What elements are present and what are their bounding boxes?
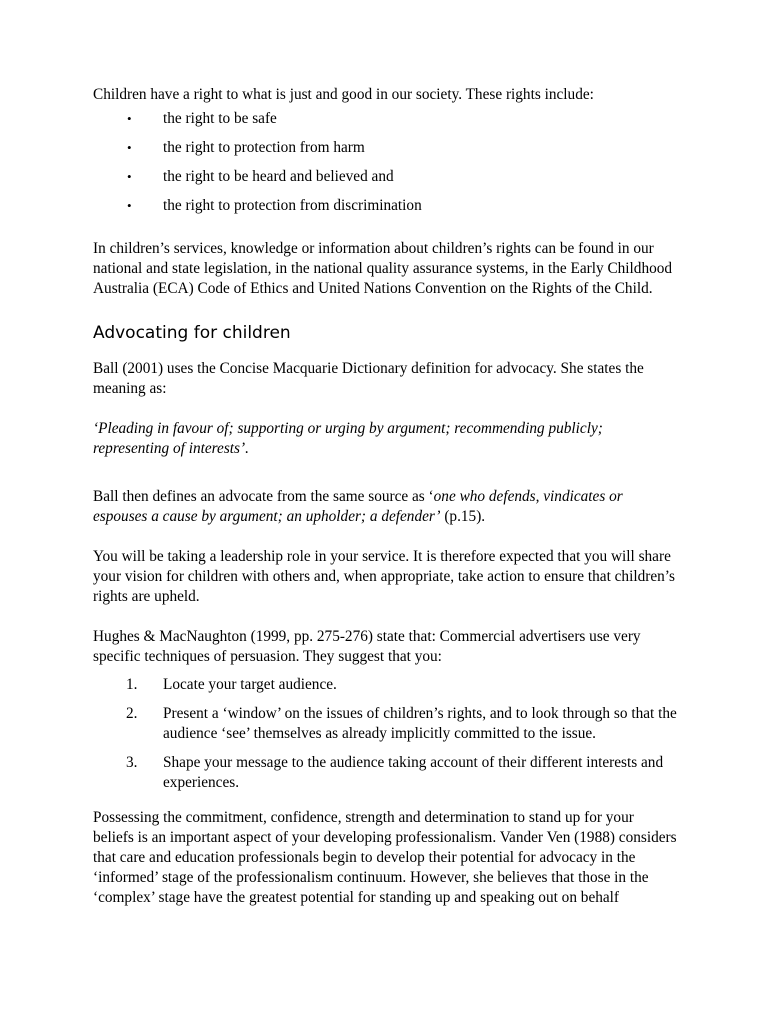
step-text: Present a ‘window’ on the issues of children’s rights, and to look through so that the audience ‘see’ themselves as already implicitly committed to the issue. xyxy=(163,705,677,742)
definition-quote: ‘Pleading in favour of; supporting or urging by argument; recommending publicly; representing of interests’. xyxy=(93,420,603,457)
list-item xyxy=(93,675,678,695)
commitment-paragraph: Possessing the commitment, confidence, strength and determination to stand up for your beliefs is an important aspect of your developing professionalism. Vander Ven (1988) considers that care and education professionals begin to develop their potential for advocacy in the ‘informed’ stage of the professionalism continuum. However, she believes that those in the ‘complex’ stage have the greatest potential for standing up and speaking out on behalf xyxy=(93,809,677,906)
ball-paragraph: Ball (2001) uses the Concise Macquarie Dictionary definition for advocacy. She states the meaning as: xyxy=(93,360,644,397)
intro-paragraph: Children have a right to what is just and good in our society. These rights include: xyxy=(93,86,594,103)
list-item xyxy=(93,138,678,167)
list-item xyxy=(93,196,678,225)
right-text: the right to be safe xyxy=(163,110,277,127)
right-text: the right to be heard and believed and xyxy=(163,168,394,185)
advocate-def-suffix: (p.15). xyxy=(440,508,486,525)
step-number: 3. xyxy=(126,754,138,771)
advocate-def-quote: one who defends, vindicates or espouses a cause by argument; an upholder; a defender’ xyxy=(93,488,623,525)
step-number: 2. xyxy=(126,705,138,722)
step-text: Shape your message to the audience taking account of their different interests and experiences. xyxy=(163,754,664,791)
steps-list xyxy=(93,675,678,793)
list-item xyxy=(93,109,678,138)
services-paragraph: In children’s services, knowledge or information about children’s rights can be found in our national and state legislation, in the national quality assurance systems, in the Early Childhood Australia (ECA) Code of Ethics and United Nations Convention on the Rights of the Child. xyxy=(93,240,673,297)
step-number: 1. xyxy=(126,676,138,693)
hughes-paragraph: Hughes & MacNaughton (1999, pp. 275-276) state that: Commercial advertisers use very specific techniques of persuasion. They suggest that you: xyxy=(93,628,641,665)
bullet-icon: • xyxy=(127,169,132,184)
list-item xyxy=(93,704,678,744)
rights-list xyxy=(93,109,678,225)
list-item xyxy=(93,167,678,196)
list-item xyxy=(93,753,678,793)
bullet-icon: • xyxy=(127,140,132,155)
bullet-icon: • xyxy=(127,198,132,213)
advocate-def-prefix: Ball then defines an advocate from the same source as ‘ xyxy=(93,488,434,505)
right-text: the right to protection from harm xyxy=(163,139,365,156)
section-heading: Advocating for children xyxy=(93,323,291,343)
leadership-paragraph: You will be taking a leadership role in your service. It is therefore expected that you will share your vision for children with others and, when appropriate, take action to ensure that children’s rights are upheld. xyxy=(93,548,675,605)
bullet-icon: • xyxy=(127,111,132,126)
document-page xyxy=(93,85,678,908)
advocate-definition-paragraph xyxy=(93,487,678,527)
step-text: Locate your target audience. xyxy=(163,676,337,693)
right-text: the right to protection from discrimination xyxy=(163,197,422,214)
